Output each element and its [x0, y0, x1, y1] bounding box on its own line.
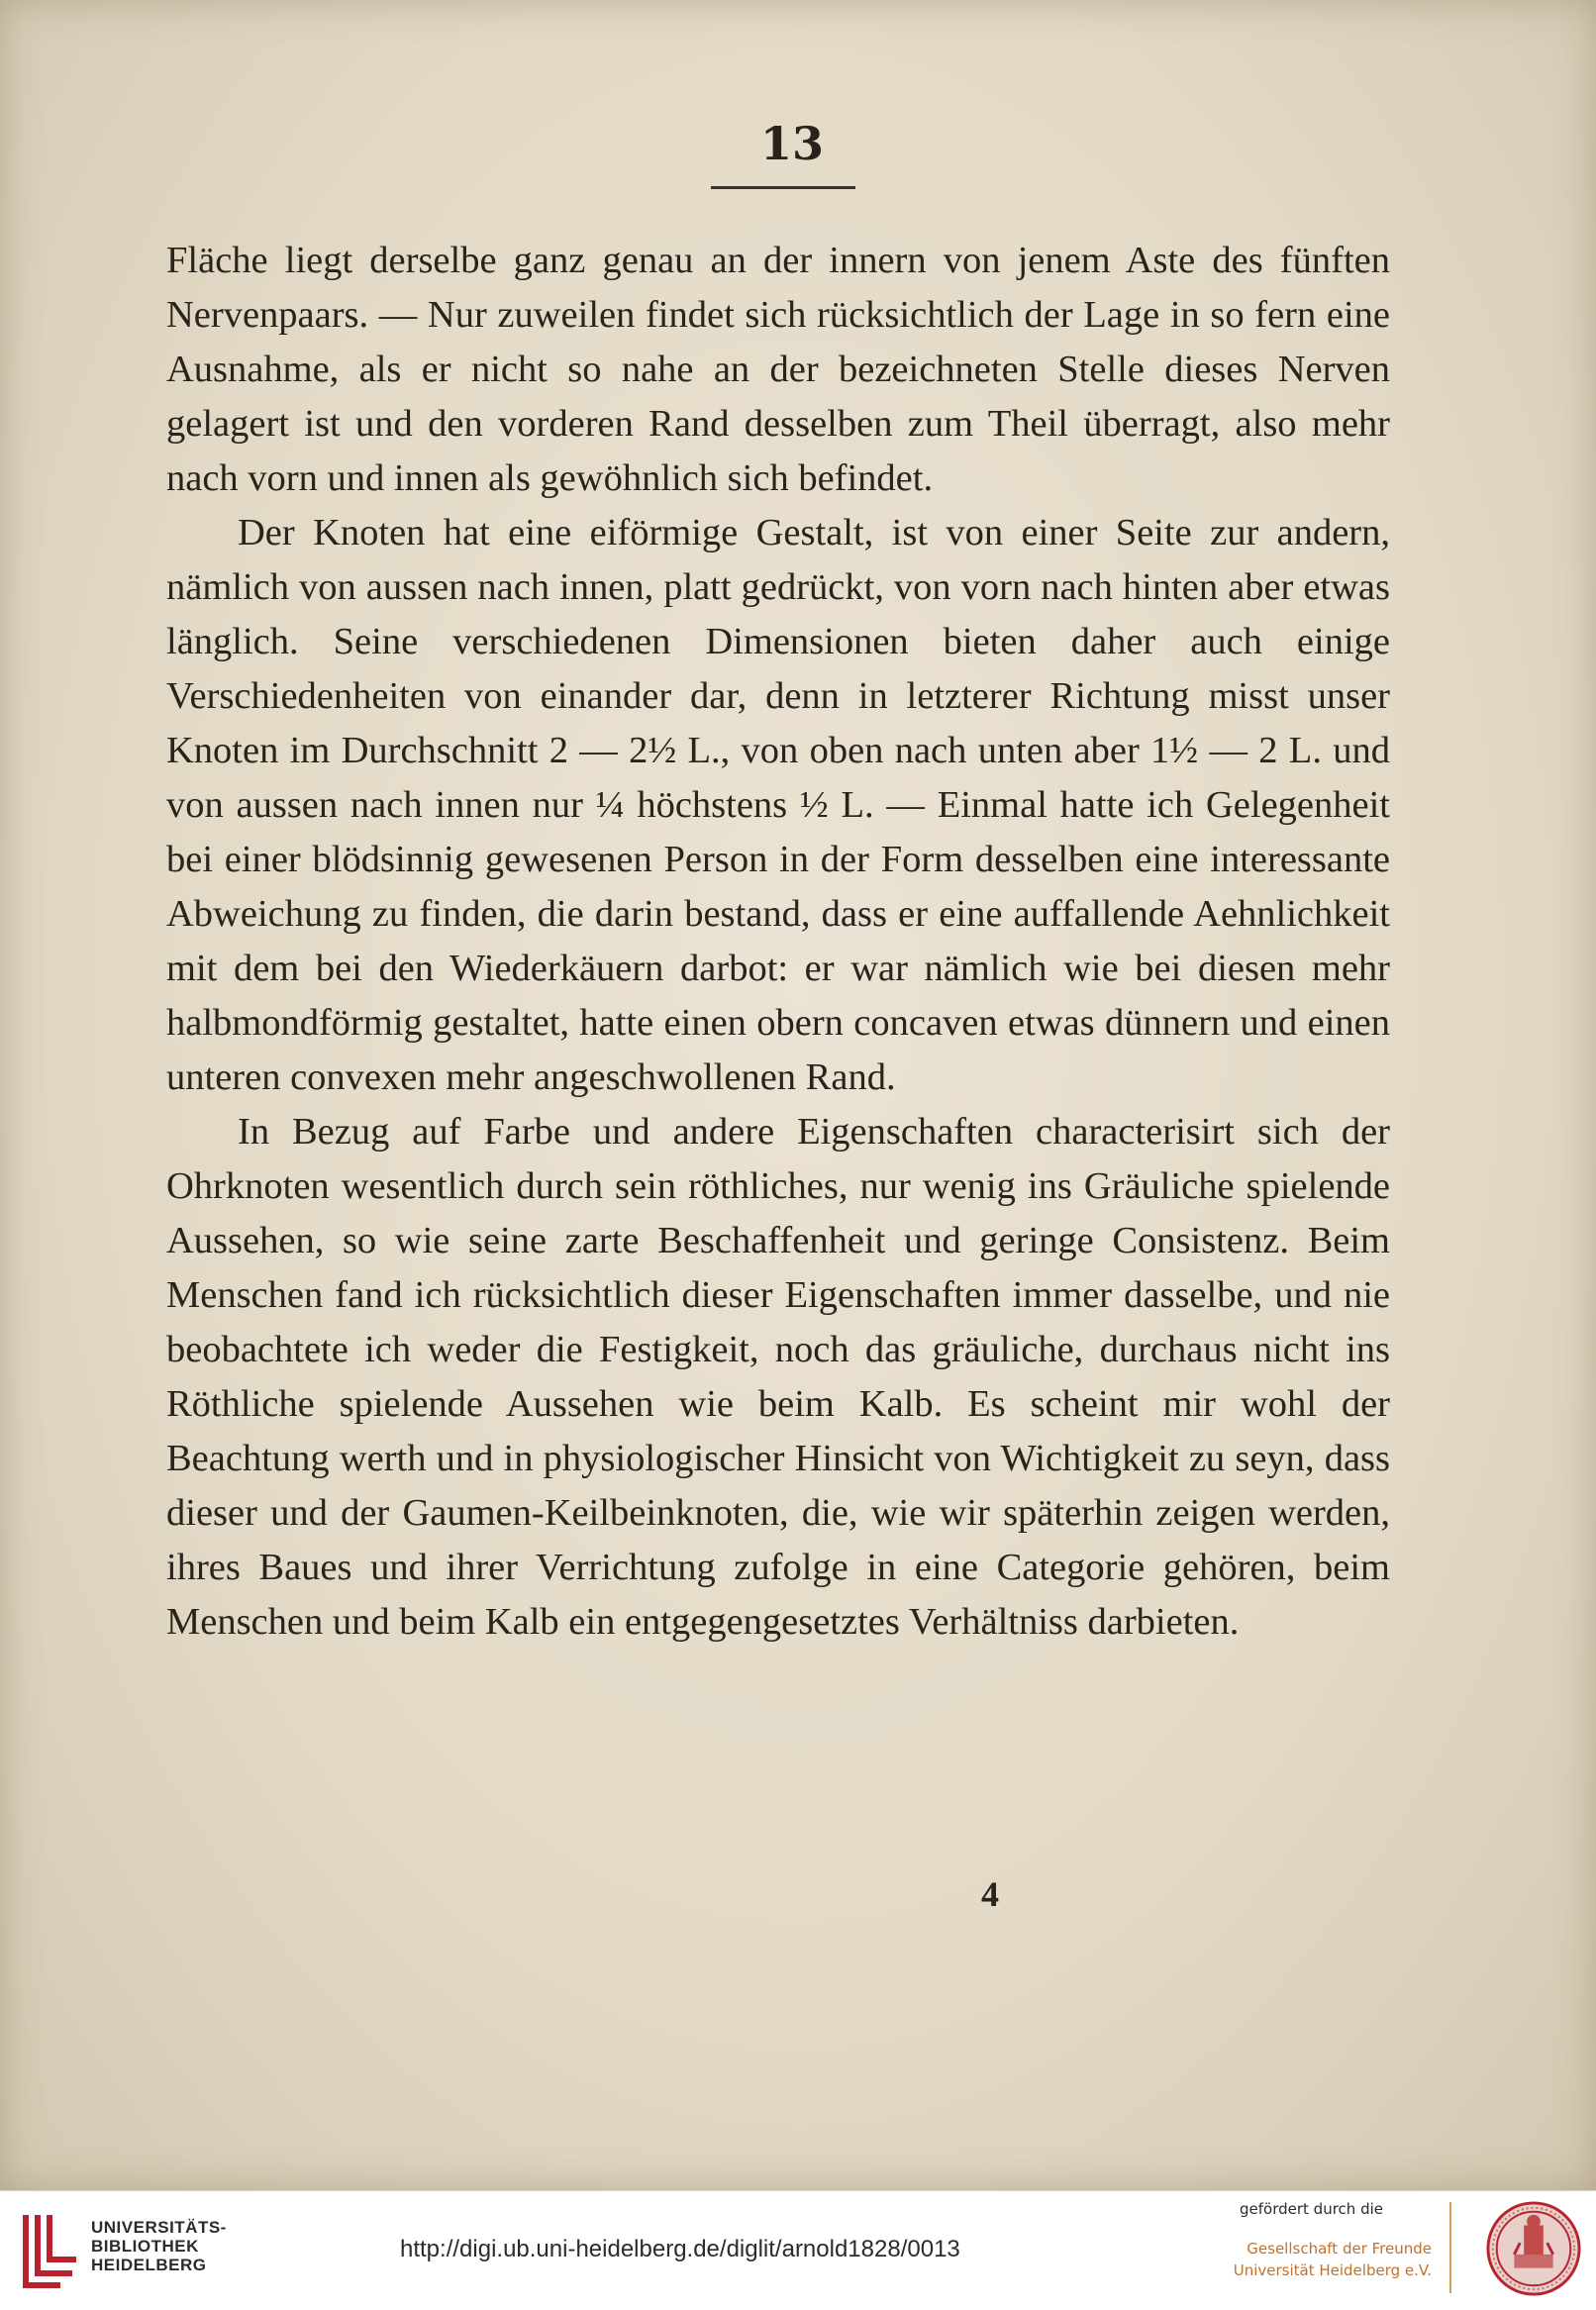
header-rule [711, 186, 855, 189]
paragraph-3: In Bezug auf Farbe und andere Eigenschaften characterisirt sich der Ohrknoten wesentlich durch sein röthliches, nur wenig ins Gräuliche spielende Aussehen, so wie seine zarte Beschaffenheit und geringe Consistenz. Beim Menschen fand ich rücksichtlich dieser Eigenschaften immer dasselbe, und nie beobachtete ich weder die Festigkeit, noch das gräuliche, durchaus nicht ins Röthliche spielende Aussehen wie beim Kalb. Es scheint mir wohl der Beachtung werth und in physiologischer Hinsicht von Wichtigkeit zu seyn, dass dieser und der Gaumen-Keilbeinknoten, die, wie wir späterhin zeigen werden, ihres Baues und ihrer Verrichtung zufolge in eine Categorie gehören, beim Menschen und beim Kalb ein entgegengesetztes Verhältniss darbieten. [166, 1111, 1390, 1643]
paragraph-1: Fläche liegt derselbe ganz genau an der innern von jenem Aste des fünften Nervenpaars. — Nur zuweilen findet sich rücksichtlich der Lage in so fern eine Ausnahme, als er nicht so nahe an der bezeichneten Stelle dieses Nerven gelagert ist und den vorderen Rand desselben zum Theil überragt, also mehr nach vorn und innen als gewöhnlich sich befindet. [166, 240, 1390, 499]
society-name[interactable] [1220, 2238, 1432, 2281]
paragraph-2: Der Knoten hat eine eiförmige Gestalt, ist von einer Seite zur andern, nämlich von aussen nach innen, platt gedrückt, von vorn nach hinten aber etwas länglich. Seine verschiedenen Dimensionen bieten daher auch einige Verschiedenheiten von einander dar, denn in letzterer Richtung misst unser Knoten im Durchschnitt 2 — 2½ L., von oben nach unten aber 1½ — 2 L. und von aussen nach innen nur ¼ höchstens ½ L. — Einmal hatte ich Gelegenheit bei einer blödsinnig gewesenen Person in der Form desselben eine interessante Abweichung zu finden, die darin bestand, dass er eine auffallende Aehnlichkeit mit dem bei den Wiederkäuern darbot: er war nämlich wie bei diesen mehr halbmondförmig gestaltet, hatte einen obern concaven etwas dünnern und einen unteren convexen mehr angeschwollenen Rand. [166, 512, 1390, 1098]
seal-divider [1449, 2202, 1451, 2293]
society-name-line-2: Universität Heidelberg e.V. [1233, 2261, 1432, 2279]
library-name-line-3: HEIDELBERG [91, 2256, 207, 2274]
library-name-line-2: BIBLIOTHEK [91, 2237, 199, 2256]
permalink-url[interactable]: http://digi.ub.uni-heidelberg.de/diglit/arnold1828/0013 [400, 2236, 960, 2262]
library-name-line-1: UNIVERSITÄTS- [91, 2218, 227, 2237]
university-seal-icon[interactable] [1485, 2200, 1582, 2297]
library-name[interactable] [91, 2218, 227, 2274]
signature-mark: 4 [981, 1874, 999, 1914]
library-logo-icon[interactable] [18, 2212, 77, 2291]
page-number: 13 [759, 117, 824, 170]
body-text [166, 234, 1390, 1650]
funded-by-label: gefördert durch die [1240, 2200, 1383, 2218]
society-name-line-1: Gesellschaft der Freunde [1247, 2240, 1432, 2258]
